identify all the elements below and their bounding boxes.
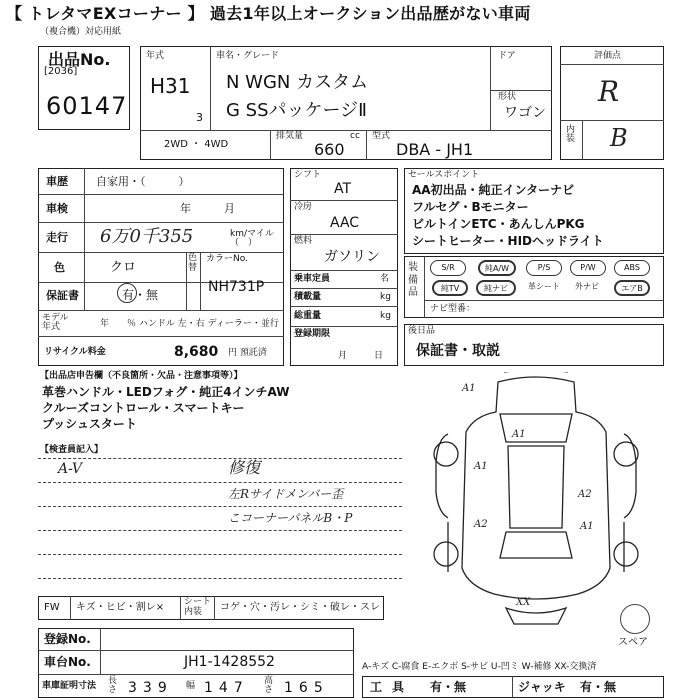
month-value: 3 bbox=[196, 111, 203, 124]
shift-value: AT bbox=[334, 181, 352, 197]
equip-genuine-navi: 純ナビ bbox=[476, 280, 516, 296]
drive-value: 2WD ・ 4WD bbox=[164, 139, 229, 150]
weight-label: 総重量 bbox=[294, 311, 322, 321]
car-name: N WGN カスタム bbox=[226, 72, 369, 93]
shift-label: シフト bbox=[294, 170, 322, 180]
type-label: 型式 bbox=[372, 131, 391, 141]
load-unit: kg bbox=[380, 292, 391, 302]
equip-abs: ABS bbox=[614, 260, 650, 276]
tools-value: 有・無 bbox=[430, 680, 467, 694]
reg-no-label: 登録No. bbox=[44, 632, 91, 646]
dealer-note: クルーズコントロール・スマートキー bbox=[42, 401, 245, 415]
jack-label: ジャッキ bbox=[518, 680, 566, 694]
inspector-note: 左Rサイドメンバー歪 bbox=[228, 487, 344, 501]
warranty-value: 有・無 bbox=[122, 288, 159, 302]
inspector-line bbox=[38, 530, 402, 531]
inspector-label: 【検査員記入】 bbox=[40, 445, 104, 455]
registration-period-value: 月 日 bbox=[338, 351, 384, 361]
recycle-label: リサイクル料金 bbox=[44, 347, 106, 357]
inspection-value: 年 月 bbox=[180, 202, 235, 215]
colorno-label: カラーNo. bbox=[206, 254, 248, 264]
width-label: 幅 bbox=[186, 681, 196, 691]
model-value: 年 ％ ハンドル 左・右 ディーラー・並行 bbox=[100, 319, 279, 329]
height-label: 高さ bbox=[264, 676, 274, 695]
spare-label: スペア bbox=[618, 637, 648, 648]
recycle-value: 8,680 bbox=[174, 344, 219, 360]
sales-point: シートヒーター・HIDヘッドライト bbox=[412, 234, 604, 248]
seat-label: シート内装 bbox=[184, 597, 212, 617]
length-label: 長さ bbox=[108, 676, 118, 695]
length-value: 339 bbox=[128, 680, 173, 696]
car-diagram bbox=[408, 372, 664, 628]
damage-mark: XX bbox=[516, 597, 531, 608]
car-grade: G SSパッケージⅡ bbox=[226, 100, 368, 121]
after-value: 保証書・取説 bbox=[416, 343, 500, 359]
damage-mark: A2 bbox=[578, 489, 592, 500]
damage-mark: A1 bbox=[512, 429, 526, 440]
capacity-unit: 名 bbox=[380, 274, 390, 284]
cert-label: 車庫証明寸法 bbox=[42, 681, 97, 691]
type-value: DBA - JH1 bbox=[396, 140, 474, 159]
damage-mark: A1 bbox=[580, 521, 594, 532]
name-label: 車名・グレード bbox=[216, 51, 280, 61]
dealer-notes-label: 【出品店申告欄（不良箇所・欠品・注意事項等）】 bbox=[40, 371, 243, 381]
shape-value: ワゴン bbox=[504, 105, 546, 121]
cc-label: cc bbox=[350, 131, 360, 141]
height-value: 165 bbox=[284, 680, 329, 696]
weight-unit: kg bbox=[380, 311, 391, 321]
ac-label: 冷房 bbox=[294, 202, 313, 212]
mileage-unit: km/マイル（ ） bbox=[230, 229, 274, 248]
door-label: ドア bbox=[498, 51, 516, 61]
load-label: 積載量 bbox=[294, 292, 322, 302]
jack-value: 有・無 bbox=[580, 680, 617, 694]
warranty-label: 保証書 bbox=[46, 289, 79, 302]
inspector-note: こコーナーパネルB・P bbox=[228, 511, 353, 525]
lot-label: 出品No. bbox=[48, 50, 111, 69]
interior-value: B bbox=[610, 124, 628, 152]
year-label: 年式 bbox=[146, 51, 165, 61]
color-value: クロ bbox=[110, 260, 137, 275]
damage-mark: A1 bbox=[474, 461, 488, 472]
score-label: 評価点 bbox=[594, 51, 622, 61]
equip-pw: P/W bbox=[570, 260, 606, 276]
shape-label: 形状 bbox=[498, 92, 517, 102]
equip-sunroof: S/R bbox=[430, 260, 466, 276]
inspector-line bbox=[38, 578, 402, 579]
equip-aftermarket-navi: 外ナビ bbox=[575, 282, 599, 291]
chassis-value: JH1-1428552 bbox=[184, 654, 275, 670]
condition-interior: コゲ・穴・汚レ・シミ・破レ・スレ bbox=[220, 602, 380, 613]
model-label: モデル年式 bbox=[42, 313, 69, 332]
condition-exterior: キズ・ヒビ・割レ× bbox=[76, 602, 165, 613]
dealer-note: 革巻ハンドル・LEDフォグ・純正4インチAW bbox=[42, 385, 290, 399]
warranty-selected-mark bbox=[117, 283, 137, 303]
banner-title: 【 トレタマEXコーナー 】 過去1年以上オークション出品歴がない車両 bbox=[6, 4, 531, 23]
equip-genuine-aw: 純A/W bbox=[478, 260, 516, 276]
inspector-line bbox=[38, 554, 402, 555]
equip-airbag: エアB bbox=[614, 280, 650, 296]
equipment-label: 装備品 bbox=[408, 262, 418, 298]
inspector-line bbox=[38, 506, 402, 507]
mileage-label: 走行 bbox=[46, 231, 68, 244]
spare-tire-icon bbox=[620, 604, 650, 634]
banner-subtitle: （複合機）対応用紙 bbox=[40, 27, 122, 37]
ac-value: AAC bbox=[330, 215, 360, 231]
capacity-label: 乗車定員 bbox=[294, 274, 331, 284]
mileage-value: 6万0千355 bbox=[100, 226, 194, 247]
damage-mark: A1 bbox=[462, 383, 476, 394]
width-value: 147 bbox=[204, 680, 249, 696]
displacement-value: 660 bbox=[314, 140, 345, 159]
chassis-label: 車台No. bbox=[44, 655, 91, 669]
dealer-note: プッシュスタート bbox=[42, 417, 137, 431]
interior-label: 内装 bbox=[566, 125, 576, 144]
damage-mark: A2 bbox=[474, 519, 488, 530]
colorno-value: NH731P bbox=[208, 279, 265, 295]
sales-point: AA初出品・純正インターナビ bbox=[412, 183, 575, 197]
equip-genuine-tv: 純TV bbox=[432, 280, 468, 296]
after-label: 後日品 bbox=[408, 326, 436, 336]
inspector-left-note: A-V bbox=[58, 461, 82, 477]
usage-label: 車歴 bbox=[46, 175, 68, 188]
color-label: 色 bbox=[54, 261, 65, 274]
usage-value: 自家用・（ ） bbox=[96, 175, 190, 188]
fw-label: FW bbox=[44, 602, 60, 613]
sales-point: ビルトインETC・あんしんPKG bbox=[412, 217, 585, 231]
equip-ps: P/S bbox=[526, 260, 562, 276]
color-change-label: 色替 bbox=[188, 253, 198, 273]
tools-label: 工具 bbox=[370, 680, 415, 694]
equip-leather-seat: 革シート bbox=[528, 282, 560, 291]
inspector-note: 修復 bbox=[228, 458, 261, 477]
inspector-line bbox=[38, 458, 402, 459]
fuel-value: ガソリン bbox=[324, 249, 380, 265]
year-value: H31 bbox=[150, 74, 191, 98]
sales-label: セールスポイント bbox=[408, 170, 480, 180]
navi-model-label: ナビ型番： bbox=[430, 304, 476, 314]
score-value: R bbox=[598, 75, 620, 108]
damage-legend: A-キズ C-腐食 E-エクボ S-サビ U-凹ミ W-補修 XX-交換済 bbox=[362, 662, 597, 672]
inspection-label: 車検 bbox=[46, 202, 68, 215]
inspector-line bbox=[38, 482, 402, 483]
displacement-label: 排気量 bbox=[276, 131, 304, 141]
lot-tag: [2036] bbox=[44, 66, 78, 77]
lot-number: 60147 bbox=[46, 92, 128, 120]
fuel-label: 燃料 bbox=[294, 236, 313, 246]
registration-period-label: 登録期限 bbox=[294, 329, 331, 339]
sales-point: フルセグ・Bモニター bbox=[412, 200, 529, 214]
recycle-unit: 円 預託済 bbox=[228, 348, 267, 358]
